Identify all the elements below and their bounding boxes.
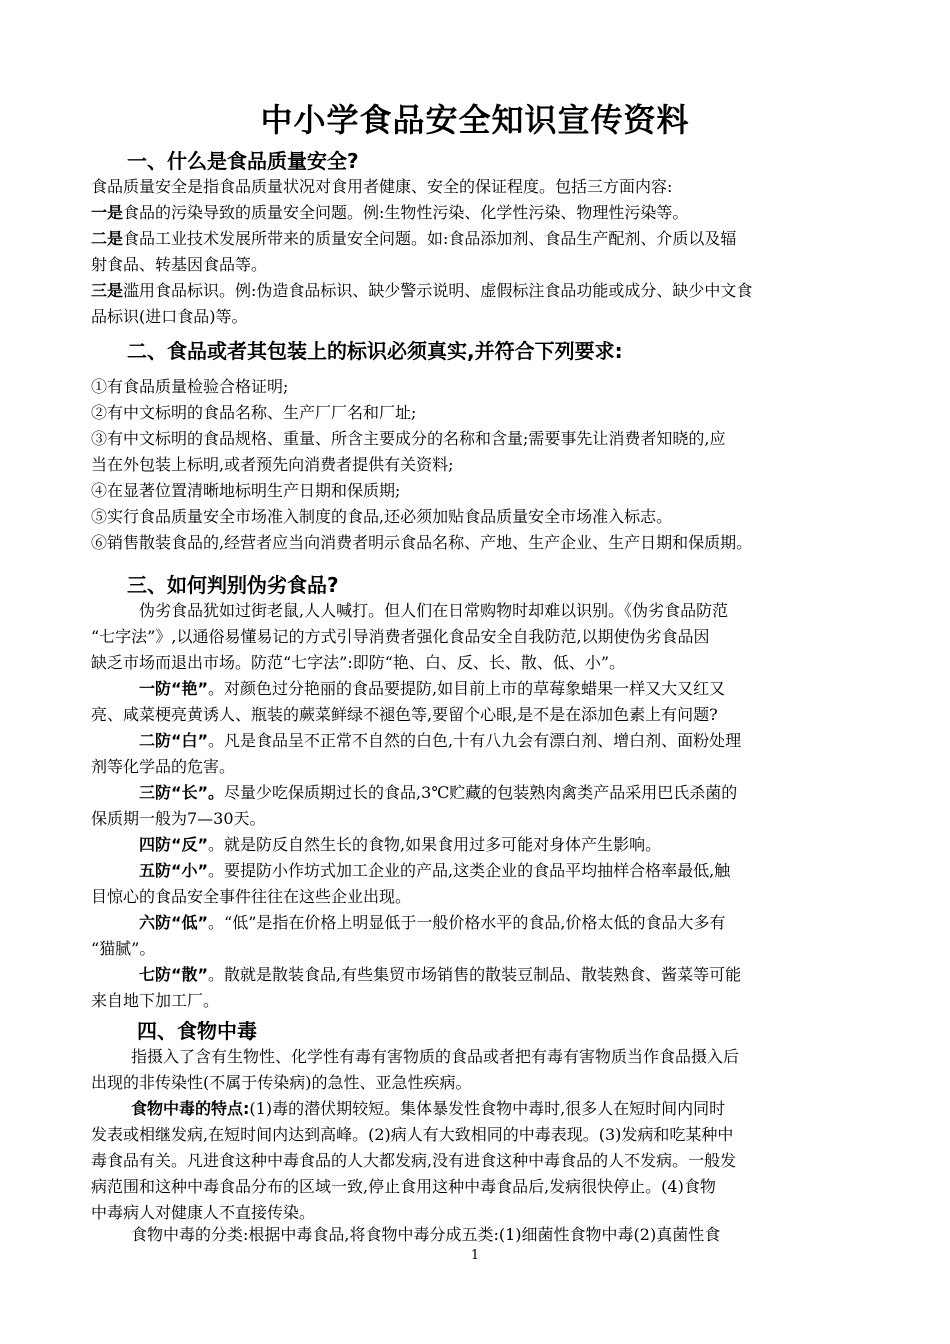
bold-lead: 二防“白” [139,731,209,750]
paragraph-line: 伪劣食品犹如过街老鼠,人人喊打。但人们在日常购物时却难以识别。《伪劣食品防范 [139,601,729,620]
section-2-heading: 二、食品或者其包装上的标识必须真实,并符合下列要求: [127,339,623,363]
line-text: 。就是防反自然生长的食物,如果食用过多可能对身体产生影响。 [208,835,662,854]
paragraph-line: 目惊心的食品安全事件往往在这些企业出现。 [91,887,412,906]
paragraph-line [91,226,861,252]
paragraph-line [91,278,861,304]
paragraph-line: 毒食品有关。凡进食这种中毒食品的人大都发病,没有进食这种中毒食品的人不发病。一般发 [91,1151,737,1170]
paragraph-line [91,832,861,858]
list-item: ②有中文标明的食品名称、生产厂厂名和厂址; [91,403,417,422]
bold-lead: 三防“长”。 [139,783,225,802]
paragraph-line: 剂等化学品的危害。 [91,757,236,776]
line-text: 食品工业技术发展所带来的质量安全问题。如:食品添加剂、食品生产配剂、介质以及辐 [123,229,737,248]
paragraph-line [91,858,861,884]
line-text: 。凡是食品呈不正常不自然的白色,十有八九会有漂白剂、增白剂、面粉处理 [208,731,742,750]
bold-lead: 一防“艳” [139,679,209,698]
line-text: 。“低”是指在价格上明显低于一般价格水平的食品,价格太低的食品大多有 [208,913,726,932]
paragraph-line: 亮、咸菜梗亮黄诱人、瓶装的蕨菜鲜绿不褪色等,要留个心眼,是不是在添加色素上有问题? [91,705,718,724]
paragraph-line: 食物中毒的分类:根据中毒食品,将食物中毒分成五类:(1)细菌性食物中毒(2)真菌性食 [131,1225,721,1244]
document-title: 中小学食品安全知识宣传资料 [260,101,690,139]
paragraph-line: 发表或相继发病,在短时间内达到高峰。(2)病人有大致相同的中毒表现。(3)发病和吃某种中 [91,1125,734,1144]
bold-lead: 四防“反” [139,835,209,854]
line-text: (1)毒的潜伏期较短。集体暴发性食物中毒时,很多人在短时间内同时 [249,1099,726,1118]
bold-lead: 一是 [91,203,124,222]
paragraph-line: 射食品、转基因食品等。 [91,255,268,274]
line-text: 滥用食品标识。例:伪造食品标识、缺少警示说明、虚假标注食品功能或成分、缺少中文食 [123,281,753,300]
line-text: 尽量少吃保质期过长的食品,3℃贮藏的包装熟肉禽类产品采用巴氏杀菌的 [224,783,738,802]
line-text: 。散就是散装食品,有些集贸市场销售的散装豆制品、散装熟食、酱菜等可能 [208,965,742,984]
section-4-heading: 四、食物中毒 [137,1019,257,1043]
paragraph-line: “七字法”》,以通俗易懂易记的方式引导消费者强化食品安全自我防范,以期使伪劣食品因 [91,627,710,646]
paragraph-line [91,962,861,988]
paragraph-line: 病范围和这种中毒食品分布的区域一致,停止食用这种中毒食品后,发病很快停止。(4)食物 [91,1177,716,1196]
paragraph-line: 品标识(进口食品)等。 [91,307,248,326]
line-text: 。要提防小作坊式加工企业的产品,这类企业的食品平均抽样合格率最低,触 [208,861,731,880]
paragraph-line [91,200,861,226]
bold-lead: 六防“低” [139,913,209,932]
paragraph-line [91,910,861,936]
paragraph-line: 出现的非传染性(不属于传染病)的急性、亚急性疾病。 [91,1073,472,1092]
paragraph-line [91,1096,861,1122]
list-item: ③有中文标明的食品规格、重量、所含主要成分的名称和含量;需要事先让消费者知晓的,应 [91,429,726,448]
list-item: ⑥销售散装食品的,经营者应当向消费者明示食品名称、产地、生产企业、生产日期和保质期。 [91,533,753,552]
page-number: 1 [470,1248,480,1263]
paragraph-line: 保质期一般为7—30天。 [91,809,266,828]
line-text: 。对颜色过分艳丽的食品要提防,如目前上市的草莓象蜡果一样又大又红又 [208,679,726,698]
paragraph-line [91,780,861,806]
paragraph-line: “猫腻”。 [91,939,156,958]
paragraph-line [91,676,861,702]
section-3-heading: 三、如何判别伪劣食品? [127,573,339,597]
bold-lead: 二是 [91,229,124,248]
list-item: ④在显著位置清晰地标明生产日期和保质期; [91,481,401,500]
line-text: 食品的污染导致的质量安全问题。例:生物性污染、化学性污染、物理性污染等。 [123,203,689,222]
bold-lead: 食物中毒的特点: [131,1099,250,1118]
list-item-continued: 当在外包装上标明,或者预先向消费者提供有关资料; [91,455,454,474]
paragraph-line [91,728,861,754]
paragraph-line: 中毒病人对健康人不直接传染。 [91,1203,316,1222]
paragraph-line: 食品质量安全是指食品质量状况对食用者健康、安全的保证程度。包括三方面内容: [91,177,673,196]
paragraph-line: 指摄入了含有生物性、化学性有毒有害物质的食品或者把有毒有害物质当作食品摄入后 [131,1047,740,1066]
bold-lead: 五防“小” [139,861,209,880]
section-1-heading: 一、什么是食品质量安全? [127,149,359,173]
paragraph-line: 来自地下加工厂。 [91,991,220,1010]
bold-lead: 七防“散” [139,965,209,984]
list-item: ①有食品质量检验合格证明; [91,377,289,396]
list-item: ⑤实行食品质量安全市场准入制度的食品,还必须加贴食品质量安全市场准入标志。 [91,507,673,526]
paragraph-line: 缺乏市场而退出市场。防范“七字法”:即防“艳、白、反、长、散、低、小”。 [91,653,626,672]
bold-lead: 三是 [91,281,124,300]
